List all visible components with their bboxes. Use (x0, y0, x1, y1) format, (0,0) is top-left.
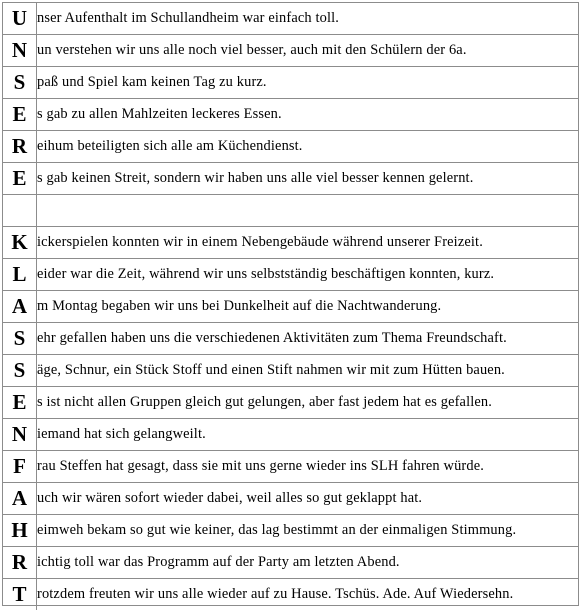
table-row (3, 355, 578, 387)
acrostic-line: ichtig toll war das Programm auf der Party am letzten Abend. (37, 547, 579, 579)
acrostic-letter: F (3, 451, 37, 483)
acrostic-line: rau Steffen hat gesagt, dass sie mit uns gerne wieder ins SLH fahren würde. (37, 451, 579, 483)
acrostic-line: m Montag begaben wir uns bei Dunkelheit auf die Nachtwanderung. (37, 291, 579, 323)
acrostic-letter: S (3, 323, 37, 355)
acrostic-letter: R (3, 131, 37, 163)
acrostic-letter: H (3, 515, 37, 547)
acrostic-letter: S (3, 355, 37, 387)
acrostic-line (37, 195, 579, 227)
acrostic-line: eihum beteiligten sich alle am Küchendienst. (37, 131, 579, 163)
table-row (3, 547, 578, 579)
table-row (3, 227, 578, 259)
table-row-spacer (3, 195, 578, 227)
acrostic-letter: R (3, 547, 37, 579)
acrostic-line: ickerspielen konnten wir in einem Nebengebäude während unserer Freizeit. (37, 227, 579, 259)
table-row (3, 3, 578, 35)
table-row (3, 419, 578, 451)
acrostic-line: paß und Spiel kam keinen Tag zu kurz. (37, 67, 579, 99)
acrostic-line: s gab keinen Streit, sondern wir haben uns alle viel besser kennen gelernt. (37, 163, 579, 195)
table-row (3, 483, 578, 515)
acrostic-letter: A (3, 291, 37, 323)
acrostic-line: iemand hat sich gelangweilt. (37, 419, 579, 451)
acrostic-line: ehr gefallen haben uns die verschiedenen Aktivitäten zum Thema Freundschaft. (37, 323, 579, 355)
table-row (3, 387, 578, 419)
table-row (3, 291, 578, 323)
acrostic-letter (3, 195, 37, 227)
acrostic-line: nser Aufenthalt im Schullandheim war einfach toll. (37, 3, 579, 35)
acrostic-letter: N (3, 35, 37, 67)
acrostic-line: un verstehen wir uns alle noch viel besser, auch mit den Schülern der 6a. (37, 35, 579, 67)
acrostic-line: uch wir wären sofort wieder dabei, weil alles so gut geklappt hat. (37, 483, 579, 515)
acrostic-document (2, 2, 579, 606)
table-row (3, 579, 578, 610)
table-row (3, 67, 578, 99)
acrostic-letter: S (3, 67, 37, 99)
acrostic-line: eimweh bekam so gut wie keiner, das lag bestimmt an der einmaligen Stimmung. (37, 515, 579, 547)
table-row (3, 99, 578, 131)
acrostic-line: s ist nicht allen Gruppen gleich gut gelungen, aber fast jedem hat es gefallen. (37, 387, 579, 419)
acrostic-line: eider war die Zeit, während wir uns selbstständig beschäftigen konnten, kurz. (37, 259, 579, 291)
acrostic-line: rotzdem freuten wir uns alle wieder auf zu Hause. Tschüs. Ade. Auf Wiedersehn. (37, 579, 579, 610)
table-row (3, 323, 578, 355)
acrostic-line: äge, Schnur, ein Stück Stoff und einen Stift nahmen wir mit zum Hütten bauen. (37, 355, 579, 387)
table-row (3, 35, 578, 67)
acrostic-letter: E (3, 99, 37, 131)
acrostic-letter: L (3, 259, 37, 291)
table-row (3, 259, 578, 291)
acrostic-table (3, 3, 578, 610)
acrostic-letter: K (3, 227, 37, 259)
table-row (3, 131, 578, 163)
acrostic-letter: A (3, 483, 37, 515)
acrostic-letter: U (3, 3, 37, 35)
table-row (3, 451, 578, 483)
acrostic-letter: T (3, 579, 37, 610)
acrostic-letter: E (3, 387, 37, 419)
table-row (3, 163, 578, 195)
acrostic-line: s gab zu allen Mahlzeiten leckeres Essen. (37, 99, 579, 131)
table-row (3, 515, 578, 547)
acrostic-letter: N (3, 419, 37, 451)
acrostic-letter: E (3, 163, 37, 195)
